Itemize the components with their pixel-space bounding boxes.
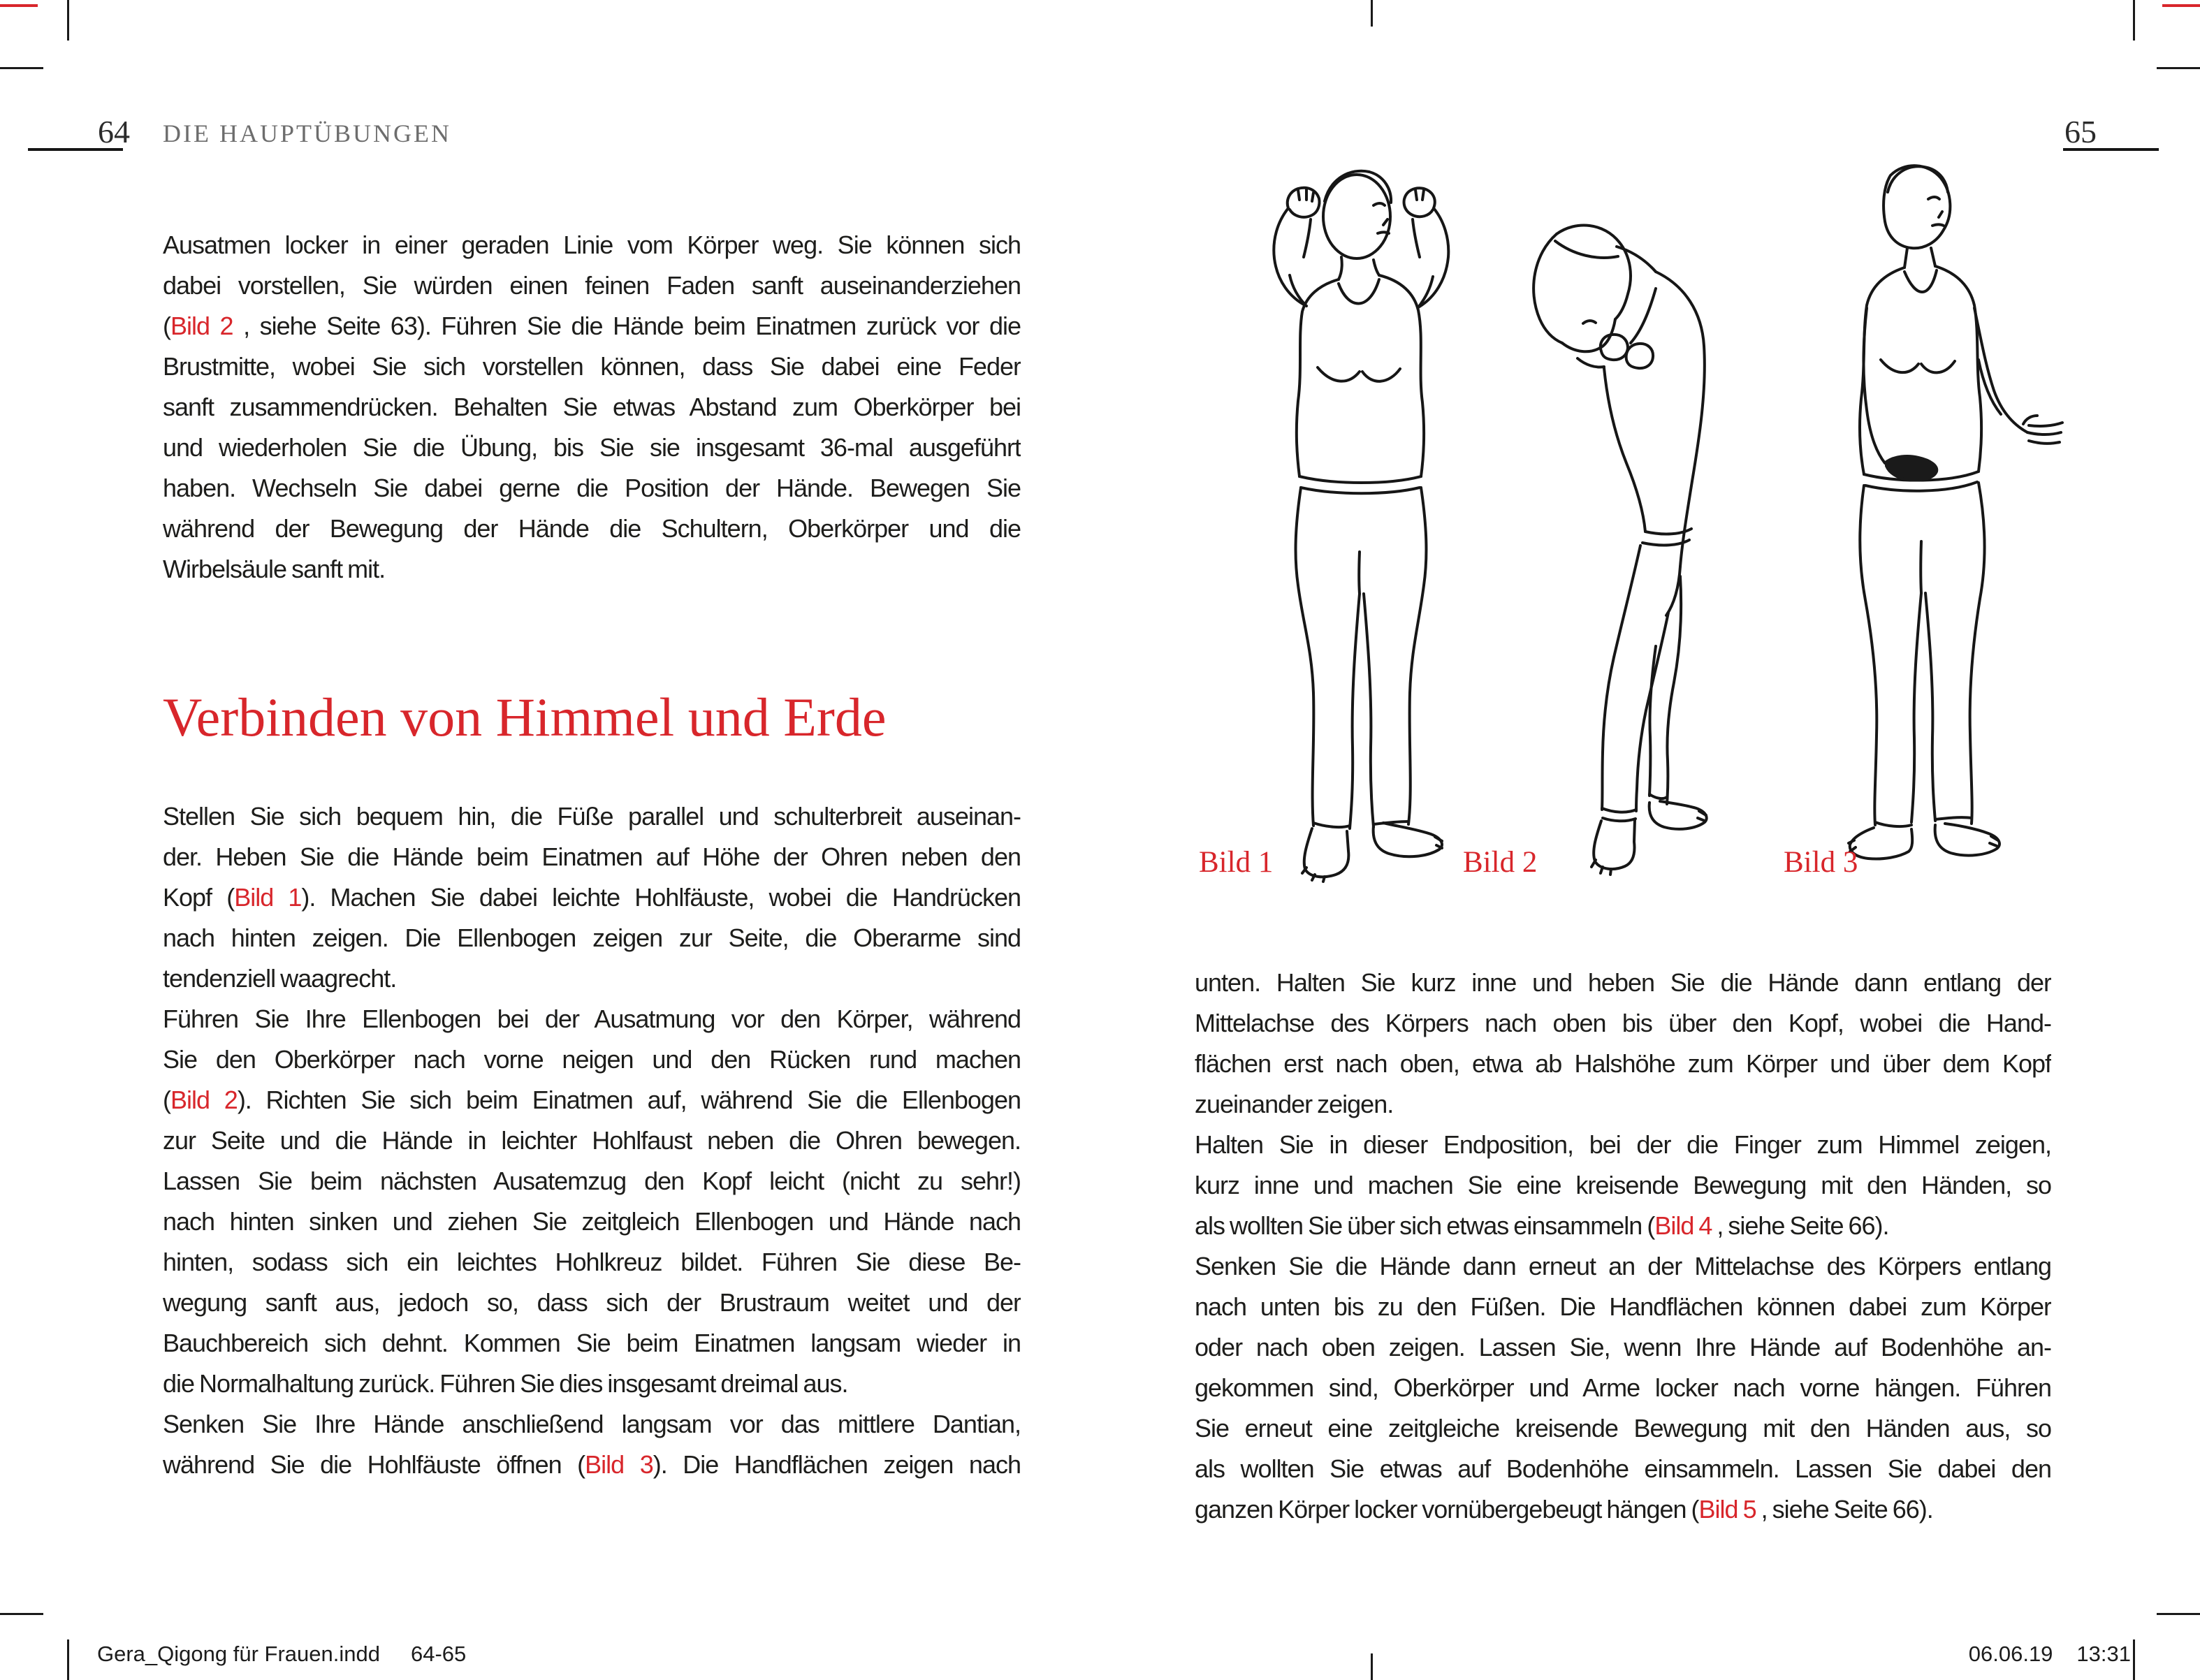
left-paragraph-2 bbox=[163, 796, 1021, 1485]
text-segment: nach hinten sinken und ziehen Sie zeitgleich Ellenbogen und Hände nach bbox=[163, 1207, 1021, 1236]
figure-reference: Bild 2 bbox=[170, 1086, 238, 1114]
text-line bbox=[1195, 1368, 2051, 1408]
text-segment: oder nach oben zeigen. Lassen Sie, wenn Ihre Hände auf Bodenhöhe an- bbox=[1195, 1333, 2051, 1361]
text-segment: Führen Sie Ihre Ellenbogen bei der Ausatmung vor den Körper, während bbox=[163, 1005, 1021, 1033]
text-segment: , siehe Seite 63). Führen Sie die Hände beim Einatmen zurück vor die bbox=[233, 312, 1021, 340]
text-line bbox=[163, 837, 1021, 877]
crop-mark-bottom-right-vertical bbox=[2133, 1639, 2135, 1680]
text-line bbox=[163, 428, 1021, 468]
figure-reference: Bild 2 bbox=[170, 312, 233, 340]
text-line bbox=[163, 1080, 1021, 1120]
text-line bbox=[163, 1404, 1021, 1445]
text-line bbox=[163, 1201, 1021, 1242]
text-segment: ). Die Handflächen zeigen nach bbox=[653, 1450, 1021, 1479]
text-line bbox=[1195, 1287, 2051, 1327]
footer-date: 06.06.19 bbox=[1968, 1642, 2053, 1666]
figure-3-label: Bild 3 bbox=[1784, 846, 1858, 879]
crop-mark-bottom-right-horizontal bbox=[2157, 1613, 2200, 1615]
text-segment: flächen erst nach oben, etwa ab Halshöhe zum Körper und über dem Kopf bbox=[1195, 1049, 2051, 1078]
left-section-title: DIE HAUPTÜBUNGEN bbox=[163, 119, 451, 147]
text-line bbox=[163, 877, 1021, 918]
text-segment: Sie erneut eine zeitgleiche kreisende Bewegung mit den Händen aus, so bbox=[1195, 1414, 2051, 1442]
text-line bbox=[163, 1364, 1021, 1404]
text-line bbox=[163, 225, 1021, 265]
text-line bbox=[163, 265, 1021, 306]
footer-sheet-range: 64-65 bbox=[410, 1642, 467, 1666]
text-line bbox=[1195, 1165, 2051, 1206]
text-segment: hinten, sodass sich ein leichtes Hohlkreuz bildet. Führen Sie diese Be- bbox=[163, 1248, 1021, 1276]
text-segment: während der Bewegung der Hände die Schultern, Oberkörper und die bbox=[163, 514, 1021, 543]
text-segment: Stellen Sie sich bequem hin, die Füße parallel und schulterbreit auseinan- bbox=[163, 802, 1021, 831]
text-line bbox=[163, 306, 1021, 346]
text-segment: Brustmitte, wobei Sie sich vorstellen können, dass Sie dabei eine Feder bbox=[163, 352, 1021, 381]
footer-file-name: Gera_Qigong für Frauen.indd bbox=[97, 1642, 380, 1666]
text-line bbox=[163, 468, 1021, 509]
text-line bbox=[1195, 1246, 2051, 1287]
text-segment: Halten Sie in dieser Endposition, bei der die Finger zum Himmel zeigen, bbox=[1195, 1130, 2051, 1159]
text-line bbox=[1195, 1206, 2051, 1246]
text-segment: Sie den Oberkörper nach vorne neigen und den Rücken rund machen bbox=[163, 1045, 1021, 1074]
right-page-number: 65 bbox=[2064, 114, 2097, 149]
text-segment: nach hinten zeigen. Die Ellenbogen zeigen zur Seite, die Oberarme sind bbox=[163, 923, 1021, 952]
text-line bbox=[163, 1039, 1021, 1080]
text-segment: sanft zusammendrücken. Behalten Sie etwas Abstand zum Oberkörper bei bbox=[163, 393, 1021, 421]
text-segment: ). Richten Sie sich beim Einatmen auf, während Sie die Ellenbogen bbox=[237, 1086, 1021, 1114]
footer-time: 13:31 bbox=[2076, 1642, 2131, 1666]
text-segment: haben. Wechseln Sie dabei gerne die Position der Hände. Bewegen Sie bbox=[163, 474, 1021, 502]
text-segment: und wiederholen Sie die Übung, bis Sie sie insgesamt 36-mal ausgeführt bbox=[163, 433, 1021, 462]
text-segment: , siehe Seite 66). bbox=[1712, 1211, 1889, 1240]
text-segment: Kopf ( bbox=[163, 883, 235, 912]
bleed-mark-top-right bbox=[2162, 4, 2200, 7]
text-segment: Lassen Sie beim nächsten Ausatemzug den Kopf leicht (nicht zu sehr!) bbox=[163, 1167, 1021, 1195]
text-segment: Bauchbereich sich dehnt. Kommen Sie beim Einatmen langsam wieder in bbox=[163, 1329, 1021, 1357]
figure-reference: Bild 5 bbox=[1698, 1495, 1756, 1524]
left-paragraph-1 bbox=[163, 225, 1021, 590]
text-segment: Wirbelsäule sanft mit. bbox=[163, 555, 386, 583]
footer-left-slug bbox=[97, 1642, 466, 1667]
text-line bbox=[163, 796, 1021, 837]
figure-3-drawing-standing-hands-lowered bbox=[1761, 150, 2068, 887]
text-segment: wegung sanft aus, jedoch so, dass sich der Brustraum weitet und der bbox=[163, 1288, 1021, 1317]
figure-2-drawing-bent-forward bbox=[1467, 185, 1733, 884]
text-segment: als wollten Sie etwas auf Bodenhöhe einsammeln. Lassen Sie dabei den bbox=[1195, 1454, 2051, 1483]
figure-1-label: Bild 1 bbox=[1199, 846, 1274, 879]
text-segment: Senken Sie die Hände dann erneut an der Mittelachse des Körpers entlang bbox=[1195, 1252, 2051, 1280]
text-line bbox=[163, 509, 1021, 549]
text-line bbox=[1195, 1084, 2051, 1125]
text-line bbox=[163, 1323, 1021, 1364]
crop-mark-top-right-vertical bbox=[2133, 0, 2135, 41]
text-segment: Mittelachse des Körpers nach oben bis über den Kopf, wobei die Hand- bbox=[1195, 1009, 2051, 1037]
chapter-heading: Verbinden von Himmel und Erde bbox=[163, 687, 887, 747]
text-segment: während Sie die Hohlfäuste öffnen ( bbox=[163, 1450, 585, 1479]
crop-mark-bottom-center-vertical bbox=[1371, 1653, 1373, 1680]
text-line bbox=[1195, 1044, 2051, 1084]
text-line bbox=[1195, 1489, 2051, 1530]
text-segment: als wollten Sie über sich etwas einsammeln ( bbox=[1195, 1211, 1655, 1240]
text-segment: zueinander zeigen. bbox=[1195, 1090, 1394, 1118]
text-segment: dabei vorstellen, Sie würden einen feinen Faden sanft auseinanderziehen bbox=[163, 271, 1021, 300]
figure-1-drawing-standing-fists-raised bbox=[1237, 161, 1460, 887]
text-segment: ( bbox=[163, 312, 170, 340]
text-segment: ). Machen Sie dabei leichte Hohlfäuste, wobei die Handrücken bbox=[301, 883, 1021, 912]
figure-reference: Bild 4 bbox=[1654, 1211, 1712, 1240]
figure-reference: Bild 1 bbox=[234, 883, 302, 912]
text-segment: Senken Sie Ihre Hände anschließend langsam vor das mittlere Dantian, bbox=[163, 1410, 1021, 1438]
text-segment: kurz inne und machen Sie eine kreisende Bewegung mit den Händen, so bbox=[1195, 1171, 2051, 1199]
crop-mark-top-center-vertical bbox=[1371, 0, 1373, 27]
crop-mark-bottom-left-horizontal bbox=[0, 1613, 43, 1615]
crop-mark-top-right-horizontal bbox=[2157, 67, 2200, 69]
text-segment: gekommen sind, Oberkörper und Arme locker nach vorne hängen. Führen bbox=[1195, 1373, 2051, 1402]
text-line bbox=[163, 1283, 1021, 1323]
text-segment: der. Heben Sie die Hände beim Einatmen auf Höhe der Ohren neben den bbox=[163, 842, 1021, 871]
text-segment: nach unten bis zu den Füßen. Die Handflächen können dabei zum Körper bbox=[1195, 1292, 2051, 1321]
text-line bbox=[163, 387, 1021, 428]
figure-2-label: Bild 2 bbox=[1463, 846, 1538, 879]
crop-mark-top-left-vertical bbox=[67, 0, 69, 41]
footer-right-slug bbox=[1969, 1642, 2131, 1667]
text-line bbox=[163, 1120, 1021, 1161]
text-segment: , siehe Seite 66). bbox=[1756, 1495, 1933, 1524]
text-line bbox=[1195, 963, 2051, 1003]
text-line bbox=[1195, 1125, 2051, 1165]
text-segment: ganzen Körper locker vornübergebeugt hängen ( bbox=[1195, 1495, 1699, 1524]
text-segment: ( bbox=[163, 1086, 170, 1114]
text-line bbox=[163, 958, 1021, 999]
text-line bbox=[1195, 1408, 2051, 1449]
text-line bbox=[1195, 1003, 2051, 1044]
crop-mark-top-left-horizontal bbox=[0, 67, 43, 69]
bleed-mark-top-left bbox=[0, 4, 38, 7]
text-line bbox=[163, 346, 1021, 387]
figure-reference: Bild 3 bbox=[585, 1450, 653, 1479]
crop-mark-bottom-left-vertical bbox=[67, 1639, 69, 1680]
text-segment: zur Seite und die Hände in leichter Hohlfaust neben die Ohren bewegen. bbox=[163, 1126, 1021, 1155]
text-line bbox=[1195, 1449, 2051, 1489]
text-segment: Ausatmen locker in einer geraden Linie vom Körper weg. Sie können sich bbox=[163, 231, 1021, 259]
text-line bbox=[163, 918, 1021, 958]
text-line bbox=[163, 1445, 1021, 1485]
text-line bbox=[163, 1161, 1021, 1201]
left-page-number: 64 bbox=[98, 114, 130, 149]
text-line bbox=[163, 1242, 1021, 1283]
text-segment: unten. Halten Sie kurz inne und heben Sie die Hände dann entlang der bbox=[1195, 968, 2051, 997]
text-line bbox=[1195, 1327, 2051, 1368]
text-line bbox=[163, 999, 1021, 1039]
right-paragraph-1 bbox=[1195, 963, 2051, 1530]
text-segment: tendenziell waagrecht. bbox=[163, 964, 397, 993]
text-segment: die Normalhaltung zurück. Führen Sie dies insgesamt dreimal aus. bbox=[163, 1369, 848, 1398]
text-line bbox=[163, 549, 1021, 590]
